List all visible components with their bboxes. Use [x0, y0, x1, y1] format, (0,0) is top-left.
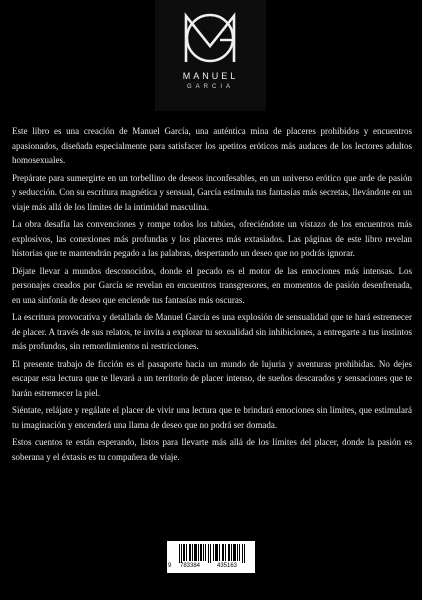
blurb-paragraph: La escritura provocativa y detallada de Manuel García es una explosión de sensualidad que te hará estremecer de placer. A través de sus relatos, te invita a explorar tu sexualidad sin inhibiciones, a entregarte a tus instintos más profundos, sin remordimientos ni restricciones.: [12, 312, 412, 351]
author-name: MANUEL: [182, 71, 239, 81]
blurb-paragraph: Este libro es una creación de Manuel García, una auténtica mina de placeres prohibidos y encuentros apasionados, diseñada especialmente para satisfacer los apetitos eróticos más audaces de los lectores adultos homosexuales.: [12, 126, 412, 165]
blurb-paragraph: Siéntate, relájate y regálate el placer de vivir una lectura que te brindará emociones sin límites, que estimulará tu imaginación y encenderá una llama de deseo que no podrá ser domada.: [12, 405, 412, 430]
author-logo: [155, 0, 266, 111]
blurb-paragraph: Prepárate para sumergirte en un torbellino de deseos inconfesables, en un universo erótico que arde de pasión y seducción. Con su escritura magnética y sensual, García estimula tus fantasías más secretas, llevándote en un viaje más allá de los límites de la intimidad masculina.: [12, 172, 412, 212]
back-cover-blurb: [12, 124, 412, 467]
isbn-group-1: 783384: [180, 563, 201, 569]
mg-monogram-icon: [180, 10, 240, 66]
barcode-icon: [171, 544, 251, 563]
isbn-group-2: 435163: [217, 563, 238, 569]
blurb-paragraph: El presente trabajo de ficción es el pasaporte hacia un mundo de lujuria y aventuras prohibidas. No dejes escapar esta lectura que te llevará a un territorio de placer intenso, de sueños descarados y sensaciones que te harán estremecer la piel.: [12, 358, 412, 398]
isbn-barcode: [167, 541, 255, 573]
author-surname: GARCIA: [186, 84, 234, 90]
blurb-paragraph: La obra desafía las convenciones y rompe todos los tabúes, ofreciéndote un vistazo de los encuentros más explosivos, las conexiones más profundas y los placeres más extasiados. Las páginas de este libro revelan historias que te mantendrán pegado a las palabras, despertando un deseo que no podrás ignorar.: [12, 219, 412, 258]
blurb-paragraph: Estos cuentos te están esperando, listos para llevarte más allá de los límites del placer, donde la pasión es soberana y el éxtasis es tu compañera de viaje.: [12, 437, 412, 462]
isbn-first-digit: 9: [168, 563, 172, 569]
blurb-paragraph: Déjate llevar a mundos desconocidos, donde el pecado es el motor de las emociones más intensas. Los personajes creados por García se revelan en encuentros transgresores, en momentos de pasión desenfrenada, en una sinfonía de deseo que enciende tus fantasías más oscuras.: [12, 265, 412, 305]
